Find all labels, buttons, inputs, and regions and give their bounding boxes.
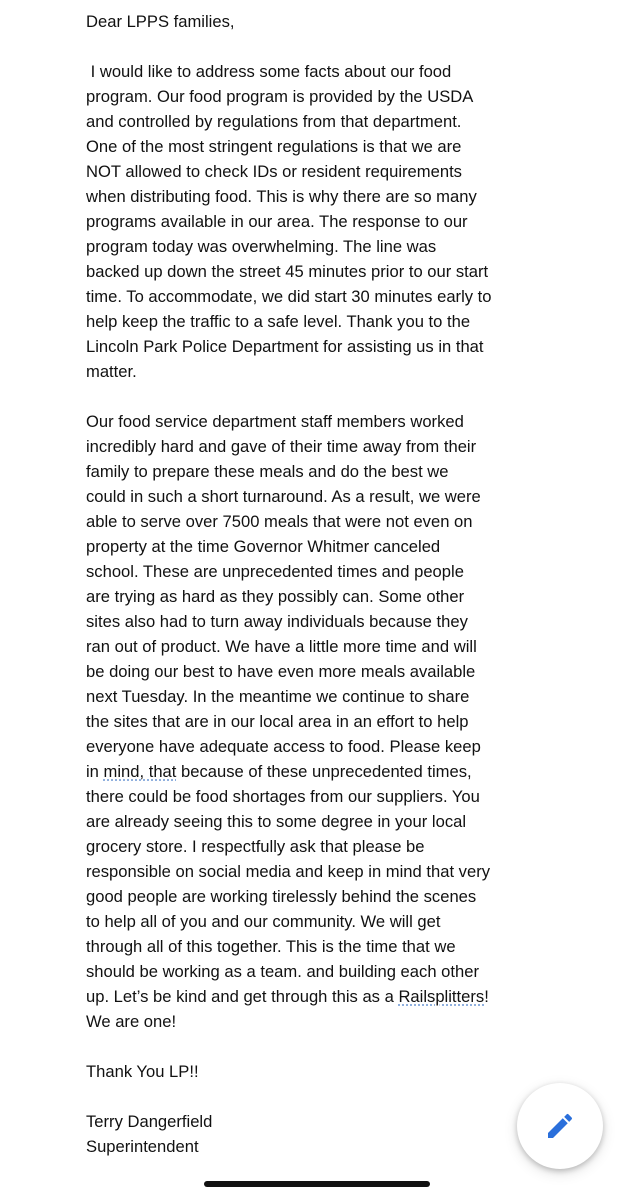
paragraph-1 xyxy=(86,59,556,384)
text-line: Lincoln Park Police Department for assisting us in that xyxy=(86,337,484,356)
text-line: program. Our food program is provided by the USDA xyxy=(86,87,474,106)
text-line xyxy=(86,759,556,784)
text-line: help keep the traffic to a safe level. Thank you to the xyxy=(86,312,471,331)
text-line: programs available in our area. The response to our xyxy=(86,212,468,231)
text-line: through all of this together. This is the time that we xyxy=(86,937,456,956)
text-line xyxy=(86,984,556,1009)
text-line: should be working as a team. and building each other xyxy=(86,962,479,981)
text-line: everyone have adequate access to food. Please keep xyxy=(86,737,481,756)
text-line: One of the most stringent regulations is that we are xyxy=(86,137,462,156)
text-line: when distributing food. This is why there are so many xyxy=(86,187,477,206)
text-line: could in such a short turnaround. As a result, we were xyxy=(86,487,481,506)
text-line: program today was overwhelming. The line was xyxy=(86,237,437,256)
text-line: good people are working tirelessly behind the scenes xyxy=(86,887,477,906)
text-line: the sites that are in our local area in an effort to help xyxy=(86,712,469,731)
spellcheck-underlined-text[interactable]: Railsplitters xyxy=(398,987,485,1006)
greeting: Dear LPPS families, xyxy=(86,12,235,31)
text-line: family to prepare these meals and do the best we xyxy=(86,462,449,481)
text-segment: in xyxy=(86,762,104,781)
text-line: NOT allowed to check IDs or resident requirements xyxy=(86,162,462,181)
home-indicator[interactable] xyxy=(204,1181,430,1187)
text-line: grocery store. I respectfully ask that please be xyxy=(86,837,425,856)
text-line: ran out of product. We have a little more time and will xyxy=(86,637,477,656)
text-line: to help all of you and our community. We will get xyxy=(86,912,441,931)
text-line: and controlled by regulations from that department. xyxy=(86,112,462,131)
text-line: incredibly hard and gave of their time away from their xyxy=(86,437,477,456)
text-segment: ! xyxy=(484,987,489,1006)
closing: Thank You LP!! xyxy=(86,1062,199,1081)
text-segment: because of these unprecedented times, xyxy=(176,762,472,781)
text-line: school. These are unprecedented times and people xyxy=(86,562,464,581)
text-line: are trying as hard as they possibly can. Some other xyxy=(86,587,465,606)
text-line: I would like to address some facts about our food xyxy=(86,62,452,81)
text-line: next Tuesday. In the meantime we continue to share xyxy=(86,687,470,706)
text-line: time. To accommodate, we did start 30 minutes early to xyxy=(86,287,492,306)
text-line: responsible on social media and keep in mind that very xyxy=(86,862,491,881)
signature-name: Terry Dangerfield xyxy=(86,1112,213,1131)
text-line: sites also had to turn away individuals because they xyxy=(86,612,468,631)
text-segment: up. Let’s be kind and get through this as a xyxy=(86,987,399,1006)
pencil-icon xyxy=(544,1110,576,1142)
text-line: Our food service department staff members worked xyxy=(86,412,464,431)
text-line: are already seeing this to some degree in your local xyxy=(86,812,467,831)
spellcheck-underlined-text[interactable]: mind, that xyxy=(103,762,177,781)
text-line: be doing our best to have even more meals available xyxy=(86,662,476,681)
text-line: able to serve over 7500 meals that were not even on xyxy=(86,512,473,531)
signature-title: Superintendent xyxy=(86,1137,199,1156)
text-line: property at the time Governor Whitmer canceled xyxy=(86,537,441,556)
text-line: there could be food shortages from our suppliers. You xyxy=(86,787,480,806)
letter-body xyxy=(86,9,556,1159)
text-line: matter. xyxy=(86,362,137,381)
paragraph-2 xyxy=(86,409,556,1034)
edit-button[interactable] xyxy=(517,1083,603,1169)
text-line: We are one! xyxy=(86,1012,177,1031)
text-line: backed up down the street 45 minutes prior to our start xyxy=(86,262,489,281)
